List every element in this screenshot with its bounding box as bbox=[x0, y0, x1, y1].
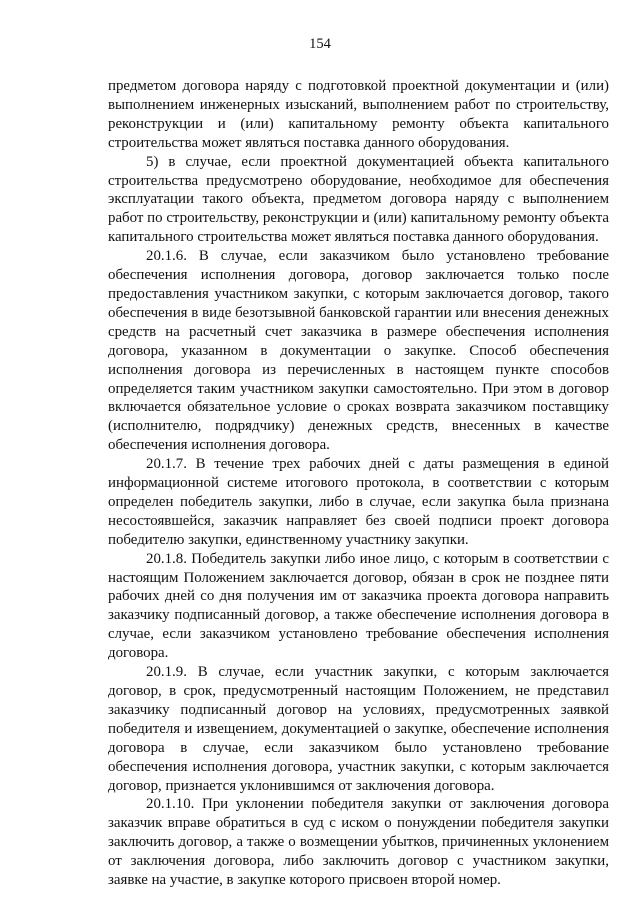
page-number: 154 bbox=[309, 36, 331, 52]
paragraph-20-1-7: 20.1.7. В течение трех рабочих дней с даты размещения в единой информационной системе итогового протокола, в соответствии с которым определен победитель закупки, либо в случае, если закупка была признана несостоявшейся, заказчик направляет без своей подписи проект договора победителю закупки, единственному участнику закупки. bbox=[108, 456, 609, 548]
paragraph-20-1-8: 20.1.8. Победитель закупки либо иное лицо, с которым в соответствии с настоящим Положением заключается договор, обязан в срок не позднее пяти рабочих дней со дня получения им от заказчика проекта договора направить заказчику подписанный договор, а также обеспечение исполнения договора в случае, если заказчиком установлено требование обеспечения исполнения договора. bbox=[108, 550, 609, 662]
paragraph-continuation: предметом договора наряду с подготовкой проектной документации и (или) выполнением инженерных изысканий, выполнением работ по строительству, реконструкции и (или) капитальному ремонту объекта капитального строительства может являться поставка данного оборудования. bbox=[108, 78, 609, 151]
paragraph-20-1-6: 20.1.6. В случае, если заказчиком было установлено требование обеспечения исполнения договора, договор заключается только после предоставления участником закупки, с которым заключается договор, такого обеспечения в виде безотзывной банковской гарантии или внесения денежных средств на расчетный счет заказчика в размере обеспечения исполнения договора, указанном в документации о закупке. Способ обеспечения исполнения договора из перечисленных в настоящем пункте способов определяется таким участником закупки самостоятельно. При этом в договор включается обязательное условие о сроках возврата заказчиком поставщику (исполнителю, подрядчику) денежных средств, внесенных в качестве обеспечения исполнения договора. bbox=[108, 248, 609, 454]
paragraph-item-5: 5) в случае, если проектной документацией объекта капитального строительства предусмотрено оборудование, необходимое для обеспечения эксплуатации такого объекта, предметом договора наряду с выполнением работ по строительству, реконструкции и (или) капитальному ремонту объекта капитального строительства может являться поставка данного оборудования. bbox=[108, 153, 609, 246]
document-body bbox=[108, 77, 609, 890]
paragraph-20-1-9: 20.1.9. В случае, если участник закупки, с которым заключается договор, в срок, предусмотренный настоящим Положением, не представил заказчику подписанный договор на условиях, предусмотренных заявкой победителя и извещением, документацией о закупке, обеспечение исполнения договора в случае, если заказчиком было установлено требование обеспечения исполнения договора, участник закупки, с которым заключается договор, признается уклонившимся от заключения договора. bbox=[108, 664, 609, 794]
paragraph-20-1-10: 20.1.10. При уклонении победителя закупки от заключения договора заказчик вправе обратиться в суд с иском о понуждении победителя закупки заключить договор, а также о возмещении убытков, причиненных уклонением от заключения договора, либо заключить договор с участником закупки, заявке на участие, в закупке которого присвоен второй номер. bbox=[108, 796, 609, 889]
